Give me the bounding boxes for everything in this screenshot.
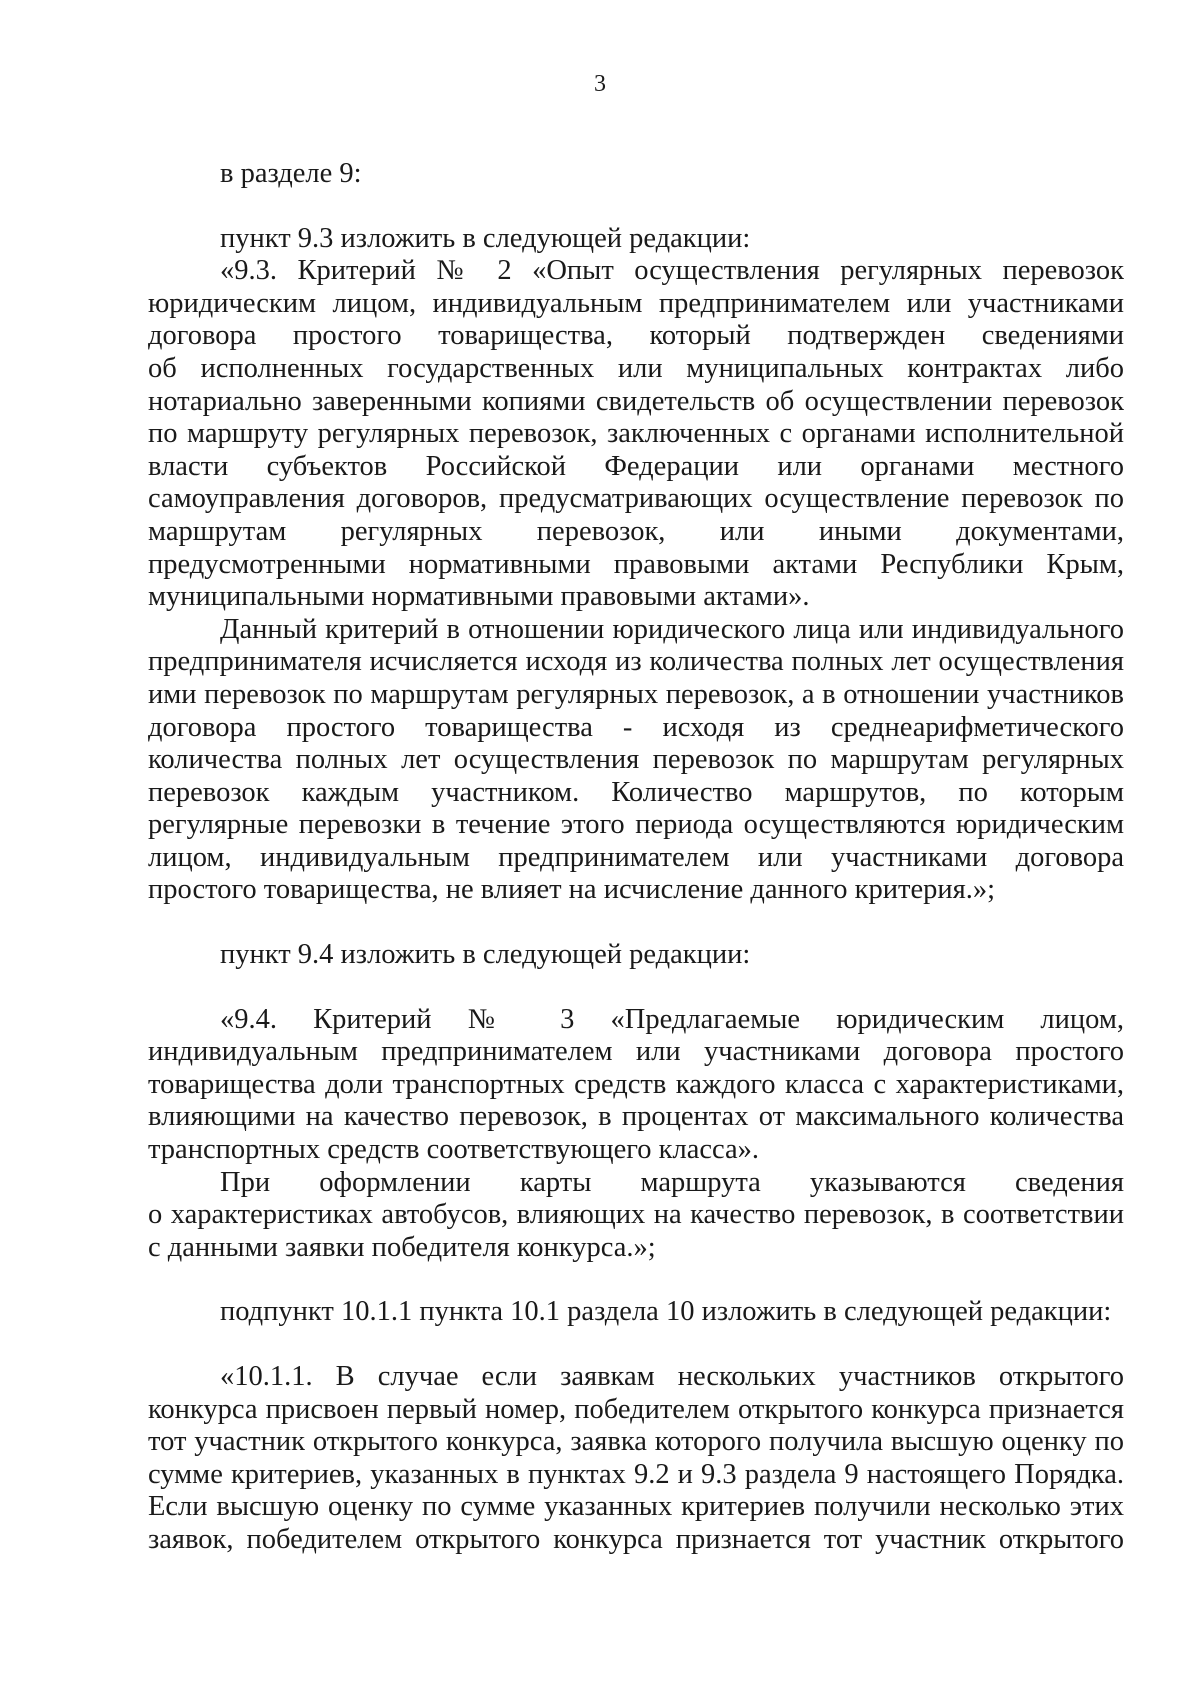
paragraph-item-9-4-route-card [148,1167,1124,1265]
paragraph-item-10-1-1-text [148,1361,1124,1557]
text-line: маршрутам регулярных перевозок, или иными документами, [148,515,1124,547]
text-line: «10.1.1. В случае если заявкам нескольких участников открытого [220,1361,1124,1392]
text-line: пункт 9.4 изложить в следующей редакции: [220,939,751,971]
paragraph-item-9-3-instruction [148,223,1124,256]
paragraph-item-9-4-instruction [148,939,1124,972]
text-line: договора простого товарищества - исходя из среднеарифметического [148,711,1124,743]
text-line: товарищества доли транспортных средств каждого класса с характеристиками, [148,1068,1124,1100]
text-line: перевозок каждым участником. Количество маршрутов, по которым [148,776,1124,808]
text-line: Данный критерий в отношении юридического лица или индивидуального [220,613,1124,645]
text-line: простого товарищества, не влияет на исчисление данного критерия.»; [148,874,996,906]
text-line: лицом, индивидуальным предпринимателем или участниками договора [148,841,1124,873]
text-line: предусмотренными нормативными правовыми актами Республики Крым, [148,548,1124,580]
document-body [148,158,1124,1557]
text-line: регулярные перевозки в течение этого периода осуществляются юридическим [148,809,1124,841]
text-line: по маршруту регулярных перевозок, заключенных с органами исполнительной [148,418,1124,450]
text-line: влияющими на качество перевозок, в процентах от максимального количества [148,1101,1124,1133]
text-line: в разделе 9: [220,158,362,189]
text-line: транспортных средств соответствующего класса». [148,1134,760,1166]
paragraph-section-9-intro [148,158,1124,191]
text-line: с данными заявки победителя конкурса.»; [148,1231,656,1263]
text-line: Если высшую оценку по сумме указанных критериев получили несколько этих [148,1491,1124,1523]
paragraph-item-10-1-1-instruction [148,1296,1124,1329]
paragraph-item-9-3-text [148,255,1124,614]
text-line: договора простого товарищества, который подтвержден сведениями [148,320,1124,352]
text-line: предпринимателя исчисляется исходя из количества полных лет осуществления [148,646,1124,678]
paragraph-item-9-3-criterion-note [148,614,1124,907]
text-line: самоуправления договоров, предусматривающих осуществление перевозок по [148,483,1124,515]
text-line: «9.3. Критерий № 2 «Опыт осуществления регулярных перевозок [220,255,1124,287]
text-line: юридическим лицом, индивидуальным предпринимателем или участниками [148,287,1124,319]
text-line: заявок, победителем открытого конкурса признается тот участник открытого [148,1523,1124,1555]
text-line: количества полных лет осуществления перевозок по маршрутам регулярных [148,744,1124,776]
text-line: пункт 9.3 изложить в следующей редакции: [220,222,751,254]
text-line: индивидуальным предпринимателем или участниками договора простого [148,1036,1124,1068]
page-number: 3 [594,71,606,97]
text-line: При оформлении карты маршрута указываются сведения [220,1166,1124,1198]
text-line: подпункт 10.1.1 пункта 10.1 раздела 10 изложить в следующей редакции: [220,1296,1112,1328]
text-line: нотариально заверенными копиями свидетельств об осуществлении перевозок [148,385,1124,417]
text-line: муниципальными нормативными правовыми актами». [148,581,810,613]
paragraph-item-9-4-text [148,1004,1124,1167]
text-line: сумме критериев, указанных в пунктах 9.2 и 9.3 раздела 9 настоящего Порядка. [148,1458,1124,1490]
text-line: «9.4. Критерий № 3 «Предлагаемые юридическим лицом, [220,1003,1124,1035]
text-line: ими перевозок по маршрутам регулярных перевозок, а в отношении участников [148,678,1124,710]
text-line: конкурса присвоен первый номер, победителем открытого конкурса признается [148,1393,1124,1425]
text-line: тот участник открытого конкурса, заявка которого получила высшую оценку по [148,1426,1124,1458]
text-line: о характеристиках автобусов, влияющих на качество перевозок, в соответствии [148,1199,1124,1231]
text-line: власти субъектов Российской Федерации или органами местного [148,450,1124,482]
text-line: об исполненных государственных или муниципальных контрактах либо [148,352,1124,384]
